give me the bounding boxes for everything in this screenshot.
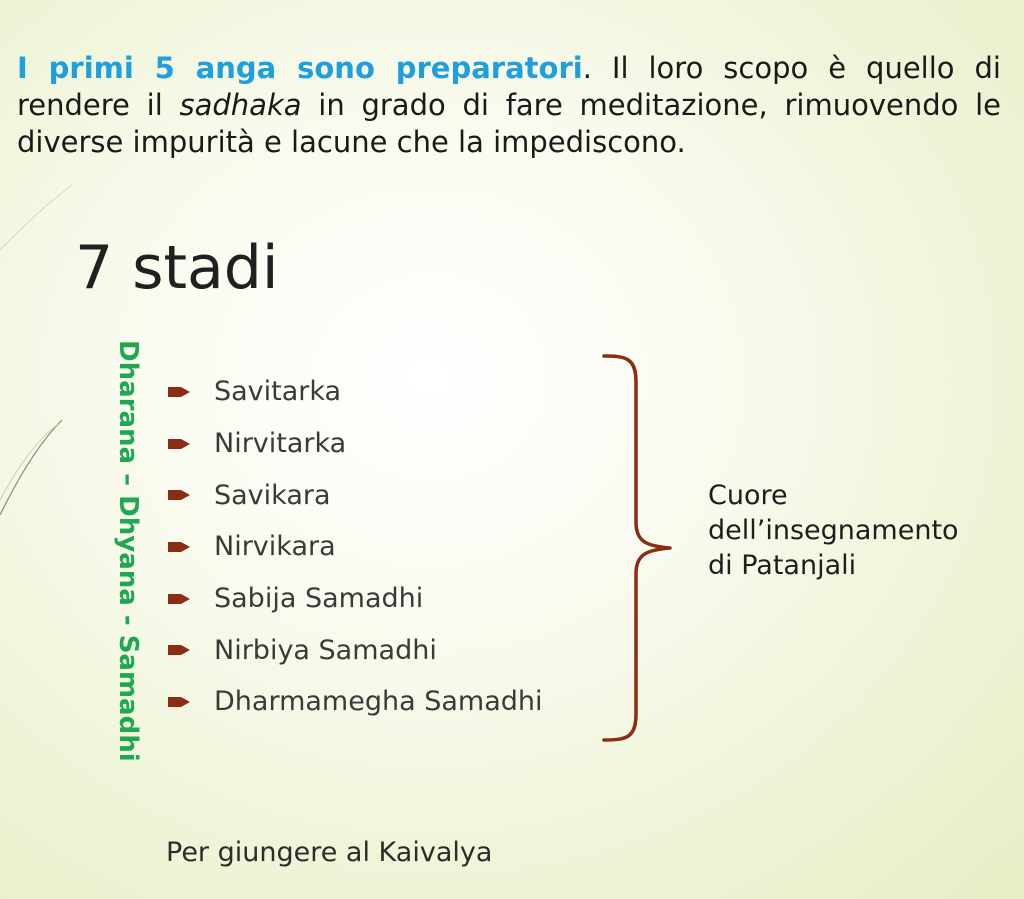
stage-label: Sabija Samadhi — [214, 583, 424, 615]
arrow-bullet-icon — [168, 643, 190, 657]
stage-label: Nirvikara — [214, 531, 336, 563]
slide-title: 7 stadi — [75, 233, 279, 303]
arrow-bullet-icon — [168, 385, 190, 399]
list-item — [168, 366, 543, 418]
list-item — [168, 573, 543, 625]
stage-label: Savitarka — [214, 376, 342, 408]
stage-label: Dharmamegha Samadhi — [214, 686, 543, 718]
arrow-bullet-icon — [168, 695, 190, 709]
vertical-stage-label: Dharana – Dhyana - Samadhi — [113, 340, 143, 762]
stages-list — [168, 366, 543, 728]
list-item — [168, 418, 543, 470]
list-item — [168, 521, 543, 573]
list-item — [168, 469, 543, 521]
brace-caption-line: di Patanjali — [708, 550, 857, 581]
list-item — [168, 624, 543, 676]
stage-label: Nirvitarka — [214, 428, 347, 460]
arrow-bullet-icon — [168, 437, 190, 451]
arrow-bullet-icon — [168, 540, 190, 554]
intro-highlight: I primi 5 anga sono preparatori — [17, 51, 583, 85]
arrow-bullet-icon — [168, 592, 190, 606]
right-curly-brace-icon — [596, 352, 680, 744]
brace-caption-line: dell’insegnamento — [708, 515, 959, 546]
brace-caption — [708, 478, 959, 583]
list-item — [168, 676, 543, 728]
footer-note: Per giungere al Kaivalya — [166, 837, 493, 868]
intro-paragraph — [17, 50, 1001, 161]
arrow-bullet-icon — [168, 488, 190, 502]
intro-text-2: in grado di fare meditazione, rimuovendo le diverse impurità e lacune che la impediscono. — [17, 88, 1001, 159]
stage-label: Nirbiya Samadhi — [214, 634, 437, 666]
intro-italic-term: sadhaka — [179, 88, 302, 122]
intro-text-1: . Il loro scopo è quello di rendere il — [17, 51, 1001, 122]
brace-caption-line: Cuore — [708, 480, 788, 511]
stage-label: Savikara — [214, 479, 331, 511]
